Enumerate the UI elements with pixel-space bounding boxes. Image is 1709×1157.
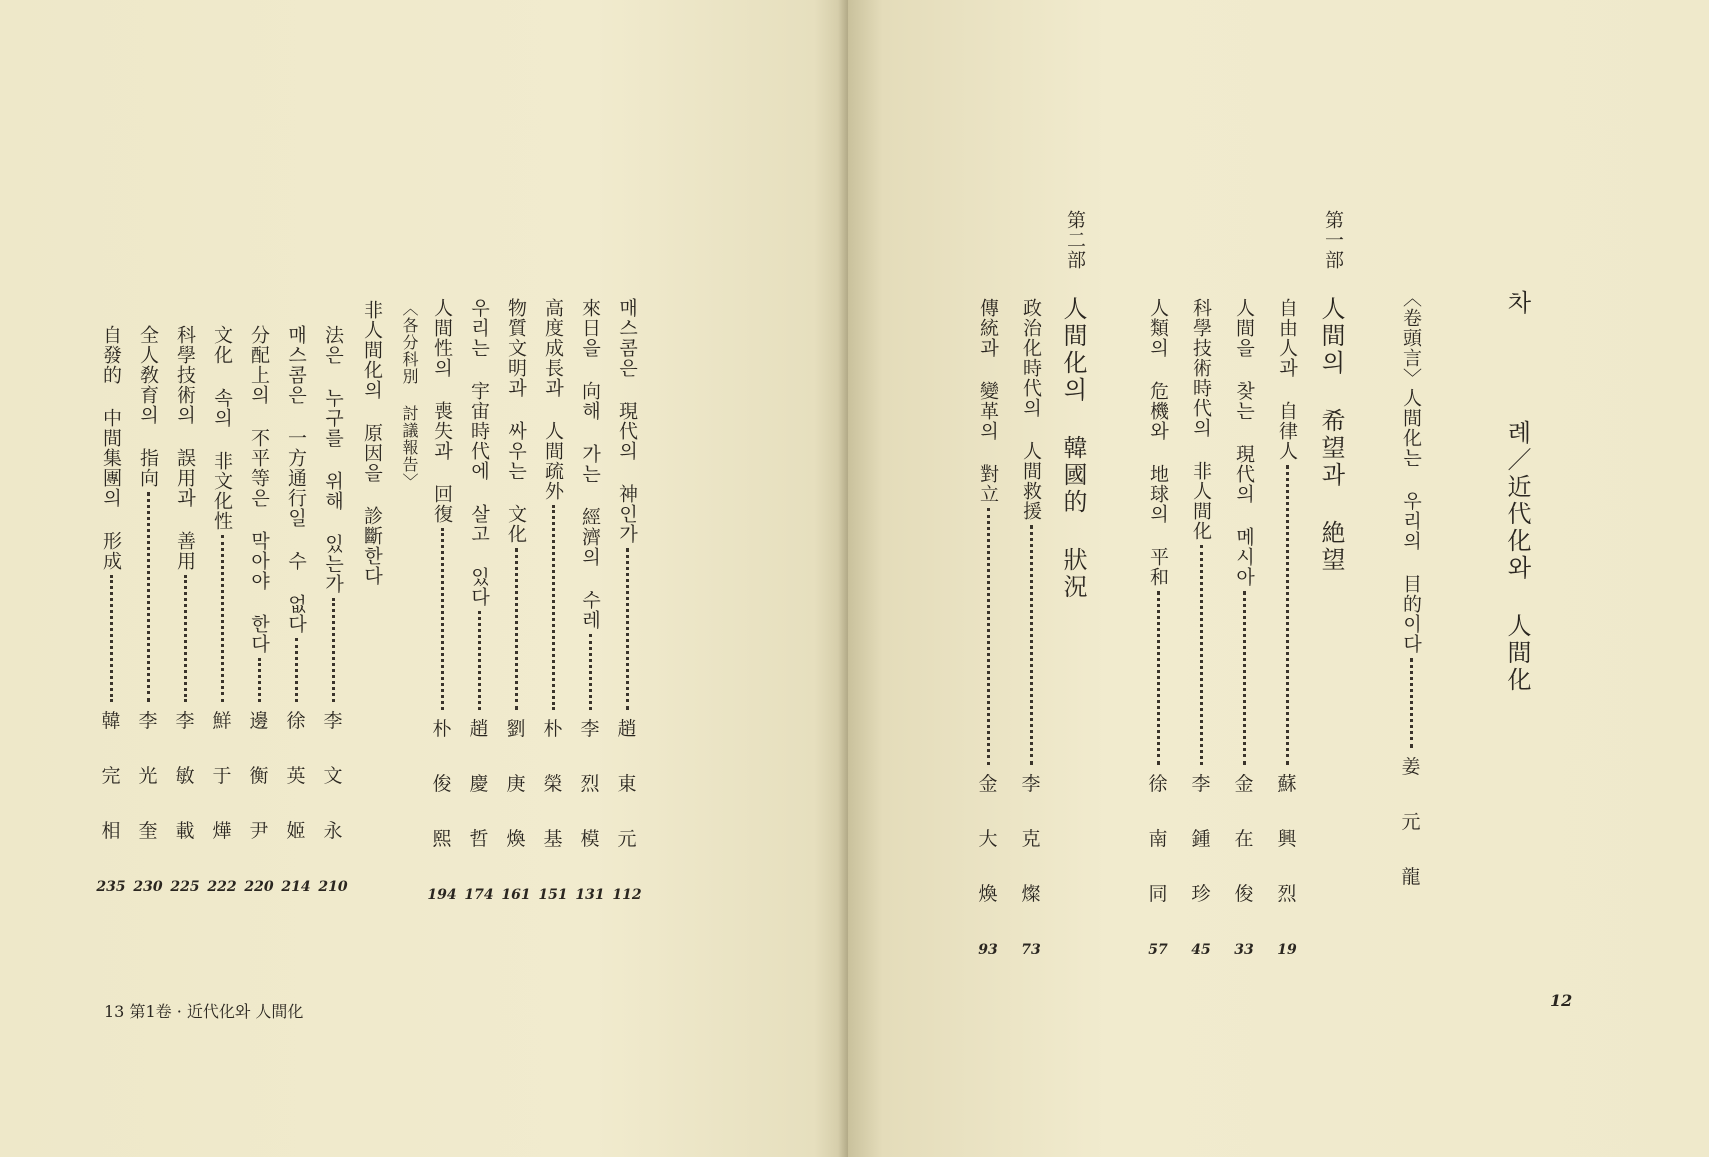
entry-author: 李 鍾 珍 (1191, 773, 1211, 905)
toc-entry[interactable] (318, 325, 348, 895)
toc-title: 차 (1503, 290, 1531, 317)
entry-author: 李 敏 載 (175, 710, 195, 842)
part2-title[interactable]: 人間化의 韓國的 狀況 (1059, 296, 1087, 601)
entry-author: 李 光 奎 (138, 710, 158, 842)
toc-entry[interactable] (244, 325, 274, 895)
leader-dots (626, 548, 629, 710)
entry-author: 徐 英 姬 (286, 710, 306, 842)
leader-dots (110, 575, 113, 702)
toc-entry[interactable] (1143, 298, 1173, 958)
entry-author: 徐 南 同 (1148, 773, 1168, 905)
entry-title: 科學技術의 誤用과 善用 (174, 325, 196, 571)
entry-title: 自發的 中間集團의 形成 (100, 325, 122, 571)
entry-page-number: 225 (170, 879, 200, 895)
leader-dots (515, 548, 518, 710)
entry-page-number: 161 (501, 887, 531, 903)
entry-author: 趙 慶 哲 (469, 718, 489, 850)
book-title: 례／近代化와 人間化 (1503, 420, 1531, 694)
entry-author: 李 文 永 (323, 710, 343, 842)
entry-title: 全人敎育의 指向 (137, 325, 159, 488)
entry-title: 分配上의 不平等은 막아야 한다 (248, 325, 270, 654)
toc-entry[interactable] (170, 325, 200, 895)
entry-page-number: 33 (1234, 942, 1254, 958)
leader-dots (589, 634, 592, 710)
entry-page-number: 19 (1277, 942, 1297, 958)
leader-dots (1030, 525, 1033, 765)
leader-dots (147, 492, 150, 702)
entry-author: 金 在 俊 (1234, 773, 1254, 905)
entry-author: 鮮 于 燁 (212, 710, 232, 842)
entry-page-number: 222 (207, 879, 237, 895)
entry-page-number: 174 (464, 887, 494, 903)
toc-entry[interactable] (538, 298, 568, 903)
entry-title: 高度成長과 人間疏外 (542, 298, 564, 501)
toc-entry[interactable] (575, 298, 605, 903)
entry-title: 法은 누구를 위해 있는가 (322, 325, 344, 594)
entry-author: 劉 庚 煥 (506, 718, 526, 850)
toc-entry[interactable] (1186, 298, 1216, 958)
toc-entry[interactable] (612, 298, 642, 903)
toc-entry[interactable] (133, 325, 163, 895)
entry-page-number: 131 (575, 887, 605, 903)
toc-entry[interactable] (973, 298, 1003, 958)
toc-entry[interactable] (1016, 298, 1046, 958)
entry-page-number: 73 (1021, 942, 1041, 958)
entry-author: 蘇 興 烈 (1277, 773, 1297, 905)
toc-entry[interactable] (1272, 298, 1302, 958)
preface-entry[interactable] (1396, 288, 1426, 923)
left-page (0, 0, 848, 1157)
toc-entry[interactable] (501, 298, 531, 903)
report-title[interactable]: 非人間化의 原因을 診斷한다 (361, 300, 383, 586)
entry-page-number: 151 (538, 887, 568, 903)
leader-dots (478, 611, 481, 710)
entry-title: 自由人과 自律人 (1276, 298, 1298, 461)
entry-title: 人間性의 喪失과 回復 (431, 298, 453, 524)
entry-author: 朴 俊 熙 (432, 718, 452, 850)
toc-entry[interactable] (96, 325, 126, 895)
entry-title: 人間을 찾는 現代의 메시아 (1233, 298, 1255, 587)
entry-author: 李 克 燦 (1021, 773, 1041, 905)
page-number: 12 (1550, 991, 1573, 1010)
entry-title: 人類의 危機와 地球의 平和 (1147, 298, 1169, 587)
leader-dots (1157, 591, 1160, 765)
entry-page-number: 220 (244, 879, 274, 895)
entry-page-number: 45 (1191, 942, 1211, 958)
entry-title: 政治化時代의 人間救援 (1020, 298, 1042, 521)
leader-dots (295, 638, 298, 702)
entry-author: 金 大 煥 (978, 773, 998, 905)
entry-page-number: 214 (281, 879, 311, 895)
entry-author: 姜 元 龍 (1401, 756, 1421, 888)
right-page (848, 0, 1709, 1157)
leader-dots (1200, 545, 1203, 765)
entry-title: 매스콤은 一方通行일 수 없다 (285, 325, 307, 634)
entry-page-number: 235 (96, 879, 126, 895)
toc-entry[interactable] (207, 325, 237, 895)
part1-title[interactable]: 人間의 希望과 絶望 (1317, 296, 1345, 574)
entry-title: 傳統과 變革의 對立 (977, 298, 999, 504)
leader-dots (1410, 658, 1413, 748)
leader-dots (441, 528, 444, 710)
leader-dots (258, 658, 261, 702)
leader-dots (332, 598, 335, 702)
entry-author: 韓 完 相 (101, 710, 121, 842)
leader-dots (1286, 465, 1289, 765)
leader-dots (987, 508, 990, 765)
toc-entry[interactable] (427, 298, 457, 903)
entry-author: 邊 衡 尹 (249, 710, 269, 842)
entry-author: 李 烈 模 (580, 718, 600, 850)
running-footer: 13 第1卷 · 近代化와 人間化 (104, 1002, 304, 1021)
entry-author: 趙 東 元 (617, 718, 637, 850)
toc-entry[interactable] (464, 298, 494, 903)
part1-label: 第一部 (1322, 210, 1344, 270)
entry-page-number: 57 (1148, 942, 1168, 958)
entry-title: 매스콤은 現代의 神인가 (616, 298, 638, 544)
entry-title: 〈卷頭言〉人間化는 우리의 目的이다 (1400, 288, 1422, 654)
entry-page-number: 210 (318, 879, 348, 895)
entry-title: 우리는 宇宙時代에 살고 있다 (468, 298, 490, 607)
toc-entry[interactable] (1229, 298, 1259, 958)
toc-entry[interactable] (281, 325, 311, 895)
entry-title: 物質文明과 싸우는 文化 (505, 298, 527, 544)
entry-page-number: 230 (133, 879, 163, 895)
leader-dots (552, 505, 555, 710)
entry-page-number: 93 (978, 942, 998, 958)
leader-dots (221, 535, 224, 702)
entry-title: 來日을 向해 가는 經濟의 수레 (579, 298, 601, 630)
entry-page-number: 194 (427, 887, 457, 903)
part2-label: 第二部 (1064, 210, 1086, 270)
entry-title: 科學技術時代의 非人間化 (1190, 298, 1212, 541)
leader-dots (184, 575, 187, 702)
leader-dots (1243, 591, 1246, 765)
entry-author: 朴 榮 基 (543, 718, 563, 850)
report-header: 〈各分科別 討議報告〉 (400, 300, 419, 490)
entry-title: 文化 속의 非文化性 (211, 325, 233, 531)
entry-page-number: 112 (612, 887, 642, 903)
